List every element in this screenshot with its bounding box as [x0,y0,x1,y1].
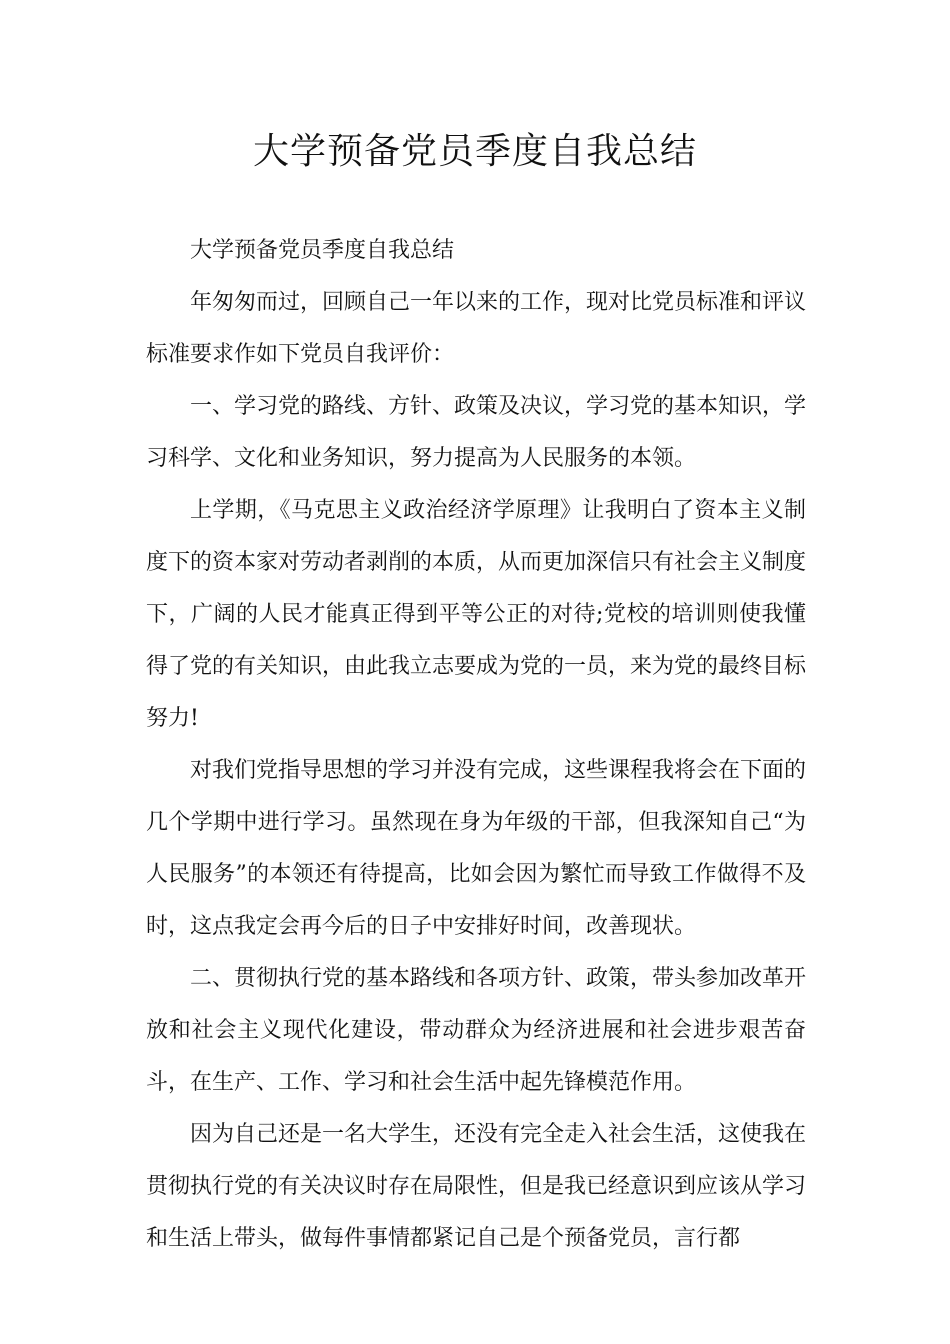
paragraph: 大学预备党员季度自我总结 [190,238,455,263]
paragraph: 对我们党指导思想的学习并没有完成，这些课程我将会在下面的几个学期中进行学习。虽然现在身为年级的干部，但我深知自己“为人民服务”的本领还有待提高，比如会因为繁忙而导致工作做得不及时，这点我定会再今后的日子中安排好时间，改善现状。 [146,758,807,939]
paragraph: 上学期，《马克思主义政治经济学原理》让我明白了资本主义制度下的资本家对劳动者剥削的本质，从而更加深信只有社会主义制度下，广阔的人民才能真正得到平等公正的对待;党校的培训则使我懂得了党的有关知识，由此我立志要成为党的一员，来为党的最终目标努力! [146,498,807,731]
paragraph: 年匆匆而过，回顾自己一年以来的工作，现对比党员标准和评议标准要求作如下党员自我评价： [146,290,807,367]
document-body [146,225,806,1265]
paragraph: 一、学习党的路线、方针、政策及决议，学习党的基本知识，学习科学、文化和业务知识，努力提高为人民服务的本领。 [146,394,807,471]
document-title: 大学预备党员季度自我总结 [252,131,697,172]
paragraph: 二、贯彻执行党的基本路线和各项方针、政策，带头参加改革开放和社会主义现代化建设，带动群众为经济进展和社会进步艰苦奋斗，在生产、工作、学习和社会生活中起先锋模范作用。 [146,966,807,1095]
paragraph: 因为自己还是一名大学生，还没有完全走入社会生活，这使我在贯彻执行党的有关决议时存在局限性，但是我已经意识到应该从学习和生活上带头，做每件事情都紧记自己是个预备党员，言行都 [146,1122,807,1251]
